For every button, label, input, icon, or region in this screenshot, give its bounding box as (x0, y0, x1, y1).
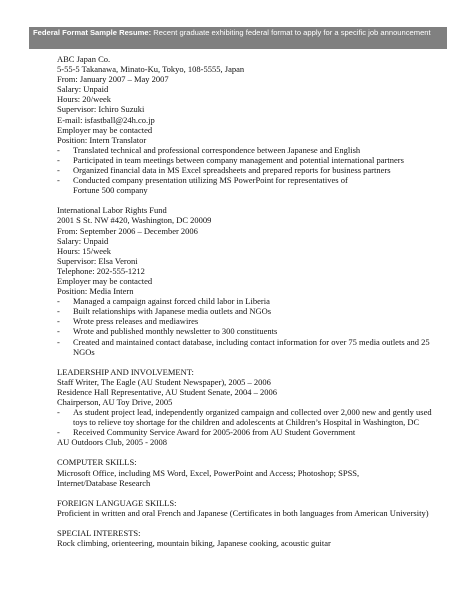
computer-skills-section (57, 457, 452, 487)
leadership-bullet: - Received Community Service Award for 2005-2006 from AU Student Government (57, 427, 356, 438)
section-heading: FOREIGN LANGUAGE SKILLS: (57, 497, 177, 508)
salary: Salary: Unpaid (57, 235, 109, 246)
resume-header-banner (29, 27, 447, 49)
contact-permission: Employer may be contacted (57, 275, 153, 286)
hours: Hours: 15/week (57, 245, 112, 256)
employer-name: International Labor Rights Fund (57, 205, 167, 216)
duty-bullet: - Participated in team meetings between company management and potential international partners (57, 154, 404, 165)
duty-bullet: - Wrote and published monthly newsletter to 300 constituents (57, 326, 278, 337)
duty-bullet: - Organized financial data in MS Excel spreadsheets and prepared reports for business partners (57, 165, 391, 176)
duty-bullet: - Built relationships with Japanese media outlets and NGOs (57, 306, 272, 317)
duty-bullet: - Created and maintained contact database, including contact information for over 75 media outlets and 25 NGOs (57, 336, 430, 357)
duty-bullet: - Conducted company presentation utilizing MS PowerPoint for representatives of Fortune 500 company (57, 175, 348, 196)
special-interests-text: Rock climbing, orienteering, mountain biking, Japanese cooking, acoustic guitar (57, 538, 331, 549)
computer-skills-text: Microsoft Office, including MS Word, Excel, PowerPoint and Access; Photoshop; SPSS, Internet/Database Research (57, 467, 360, 488)
duty-bullet: - Wrote press releases and mediawires (57, 316, 199, 327)
employment-dates: From: September 2006 – December 2006 (57, 225, 198, 236)
employment-dates: From: January 2007 – May 2007 (57, 74, 169, 85)
employer-address: 5-55-5 Takanawa, Minato-Ku, Tokyo, 108-5555, Japan (57, 64, 245, 75)
duty-bullet: - Translated technical and professional correspondence between Japanese and English (57, 144, 361, 155)
duty-bullet: - Managed a campaign against forced child labor in Liberia (57, 296, 270, 307)
header-subtitle: Recent graduate exhibiting federal format to apply for a specific job announcement (153, 28, 431, 37)
leadership-item: AU Outdoors Club, 2005 - 2008 (57, 437, 168, 448)
section-heading: COMPUTER SKILLS: (57, 457, 137, 468)
resume-body (57, 54, 452, 548)
leadership-item: Chairperson, AU Toy Drive, 2005 (57, 397, 173, 407)
section-heading: SPECIAL INTERESTS: (57, 527, 141, 538)
supervisor: Supervisor: Ichiro Suzuki (57, 104, 145, 115)
leadership-item: Staff Writer, The Eagle (AU Student Newspaper), 2005 – 2006 (57, 376, 271, 387)
foreign-language-section (57, 498, 452, 518)
hours: Hours: 20/week (57, 94, 112, 105)
leadership-item: Residence Hall Representative, AU Student Senate, 2004 – 2006 (57, 386, 278, 397)
contact-permission: Employer may be contacted (57, 124, 153, 135)
supervisor-email: E-mail: isfastball@24h.co.jp (57, 114, 155, 125)
position-title: Position: Intern Translator (57, 134, 147, 145)
job-entry-abc-japan (57, 54, 452, 195)
employer-name: ABC Japan Co. (57, 54, 111, 64)
position-title: Position: Media Intern (57, 286, 134, 297)
salary: Salary: Unpaid (57, 84, 109, 95)
supervisor-phone: Telephone: 202-555-1212 (57, 265, 145, 276)
job-entry-ilrf (57, 205, 452, 356)
employer-address: 2001 S St. NW #420, Washington, DC 20009 (57, 215, 212, 226)
section-heading: LEADERSHIP AND INVOLVEMENT: (57, 366, 194, 377)
leadership-bullet: - As student project lead, independently organized campaign and collected over 2,000 new and gently used toys to relieve toy shortage for the children and adolescents at Children’s Hospital in Washington, DC (57, 407, 432, 428)
supervisor: Supervisor: Elsa Veroni (57, 255, 138, 266)
special-interests-section (57, 528, 452, 548)
header-title: Federal Format Sample Resume: (33, 28, 152, 37)
foreign-language-text: Proficient in written and oral French and Japanese (Certificates in both languages from American University) (57, 507, 429, 518)
leadership-section (57, 367, 452, 448)
